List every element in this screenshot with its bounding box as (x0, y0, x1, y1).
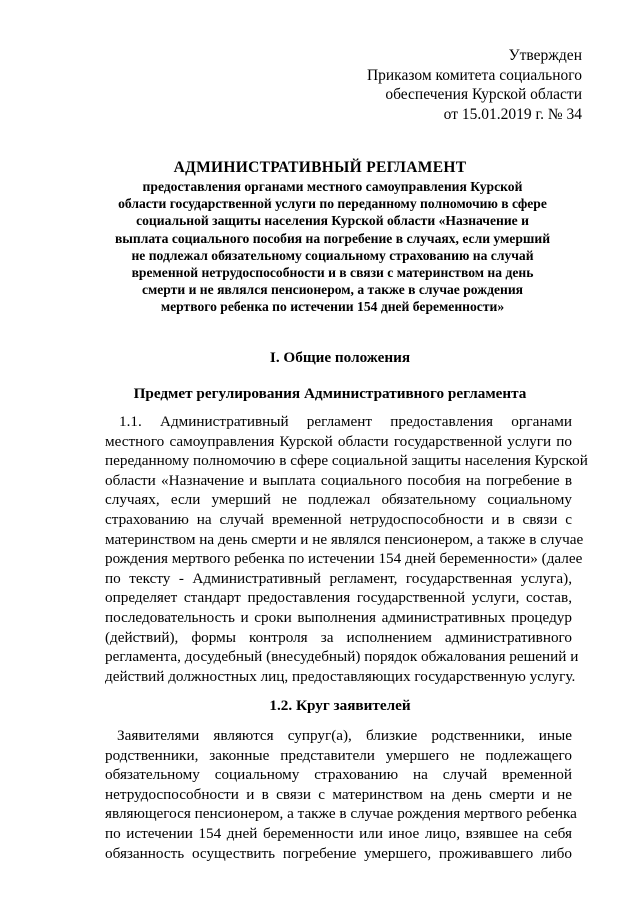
paragraph-line: переданному полномочию в сфере социальной защиты населения Курской (105, 452, 588, 470)
paragraph-line: регламента, досудебный (внесудебный) порядок обжалования решений и (105, 648, 579, 666)
paragraph-line: по тексту - Административный регламент, государственная услуга), (105, 569, 572, 587)
section-heading-general: I. Общие положения (269, 349, 411, 366)
paragraph-line: обязательному социальному страхованию на случай временной (105, 766, 572, 784)
paragraph-line: обязанность осуществить погребение умершего, проживавшего либо (105, 844, 572, 862)
subtitle-line: области государственной услуги по переданному полномочию в сфере (118, 196, 547, 212)
subtitle-line: смерти и не являлся пенсионером, а также в случае рождения (141, 282, 524, 298)
document-subtitle (100, 178, 565, 316)
paragraph-line: по истечении 154 дней беременности или иное лицо, взявшее на себя (105, 824, 572, 842)
paragraph-line: местного самоуправления Курской области государственной услуги по (105, 432, 572, 450)
subtitle-line: временной нетрудоспособности и в связи с материнством на день (131, 265, 534, 281)
section-heading-applicants: 1.2. Круг заявителей (269, 697, 411, 714)
paragraph-line: рождения мертвого ребенка по истечении 154 дней беременности» (далее (105, 550, 583, 568)
paragraph-line: страхованию на случай временной нетрудоспособности и в связи с (105, 510, 572, 528)
subtitle-line: предоставления органами местного самоуправления Курской (142, 179, 523, 194)
paragraph-line: случаях, если умерший не подлежал обязательному социальному (105, 491, 572, 509)
paragraph-line: родственники, законные представители умершего не подлежащего (105, 746, 572, 764)
subtitle-line: выплата социального пособия на погребение в случаях, если умерший (114, 230, 551, 246)
paragraph-line: (действий), формы контроля за исполнением административного (105, 628, 572, 646)
paragraph-line: нетрудоспособности и в связи с материнством на день смерти и не (105, 785, 572, 803)
subtitle-line: социальной защиты населения Курской области «Назначение и (136, 213, 529, 229)
approval-line-date-number: от 15.01.2019 г. № 34 (443, 105, 582, 123)
paragraph-line: Заявителями являются супруг(а), близкие родственники, иные (117, 727, 572, 744)
approval-line-committee: обеспечения Курской области (385, 86, 582, 103)
approval-stamp (367, 46, 582, 124)
document-title: АДМИНИСТРАТИВНЫЙ РЕГЛАМЕНТ (173, 159, 467, 176)
paragraph-1-1 (105, 412, 588, 686)
subtitle-line: мертвого ребенка по истечении 154 дней беременности» (160, 299, 505, 315)
section-heading-subject: Предмет регулирования Административного регламента (133, 385, 527, 402)
paragraph-line: являющегося пенсионером, а также в случае рождения мертвого ребенка (105, 805, 577, 823)
subtitle-line: не подлежал обязательному социальному страхованию на случай (131, 247, 534, 263)
approval-line-order: Приказом комитета социального (366, 66, 582, 84)
paragraph-line: действий должностных лиц, предоставляющих государственную услугу. (105, 667, 576, 685)
paragraph-line: определяет стандарт предоставления государственной услуги, состав, (105, 589, 572, 607)
paragraph-line: области «Назначение и выплата социального пособия на погребение в (105, 471, 572, 489)
paragraph-line: последовательность и сроки выполнения административных процедур (105, 608, 572, 626)
approval-line-approved: Утвержден (508, 47, 582, 64)
paragraph-line: 1.1. Административный регламент предоставления органами (119, 413, 572, 430)
paragraph-1-2 (105, 726, 577, 863)
paragraph-line: материнством на день смерти и не являлся пенсионером, а также в случае (105, 530, 584, 548)
